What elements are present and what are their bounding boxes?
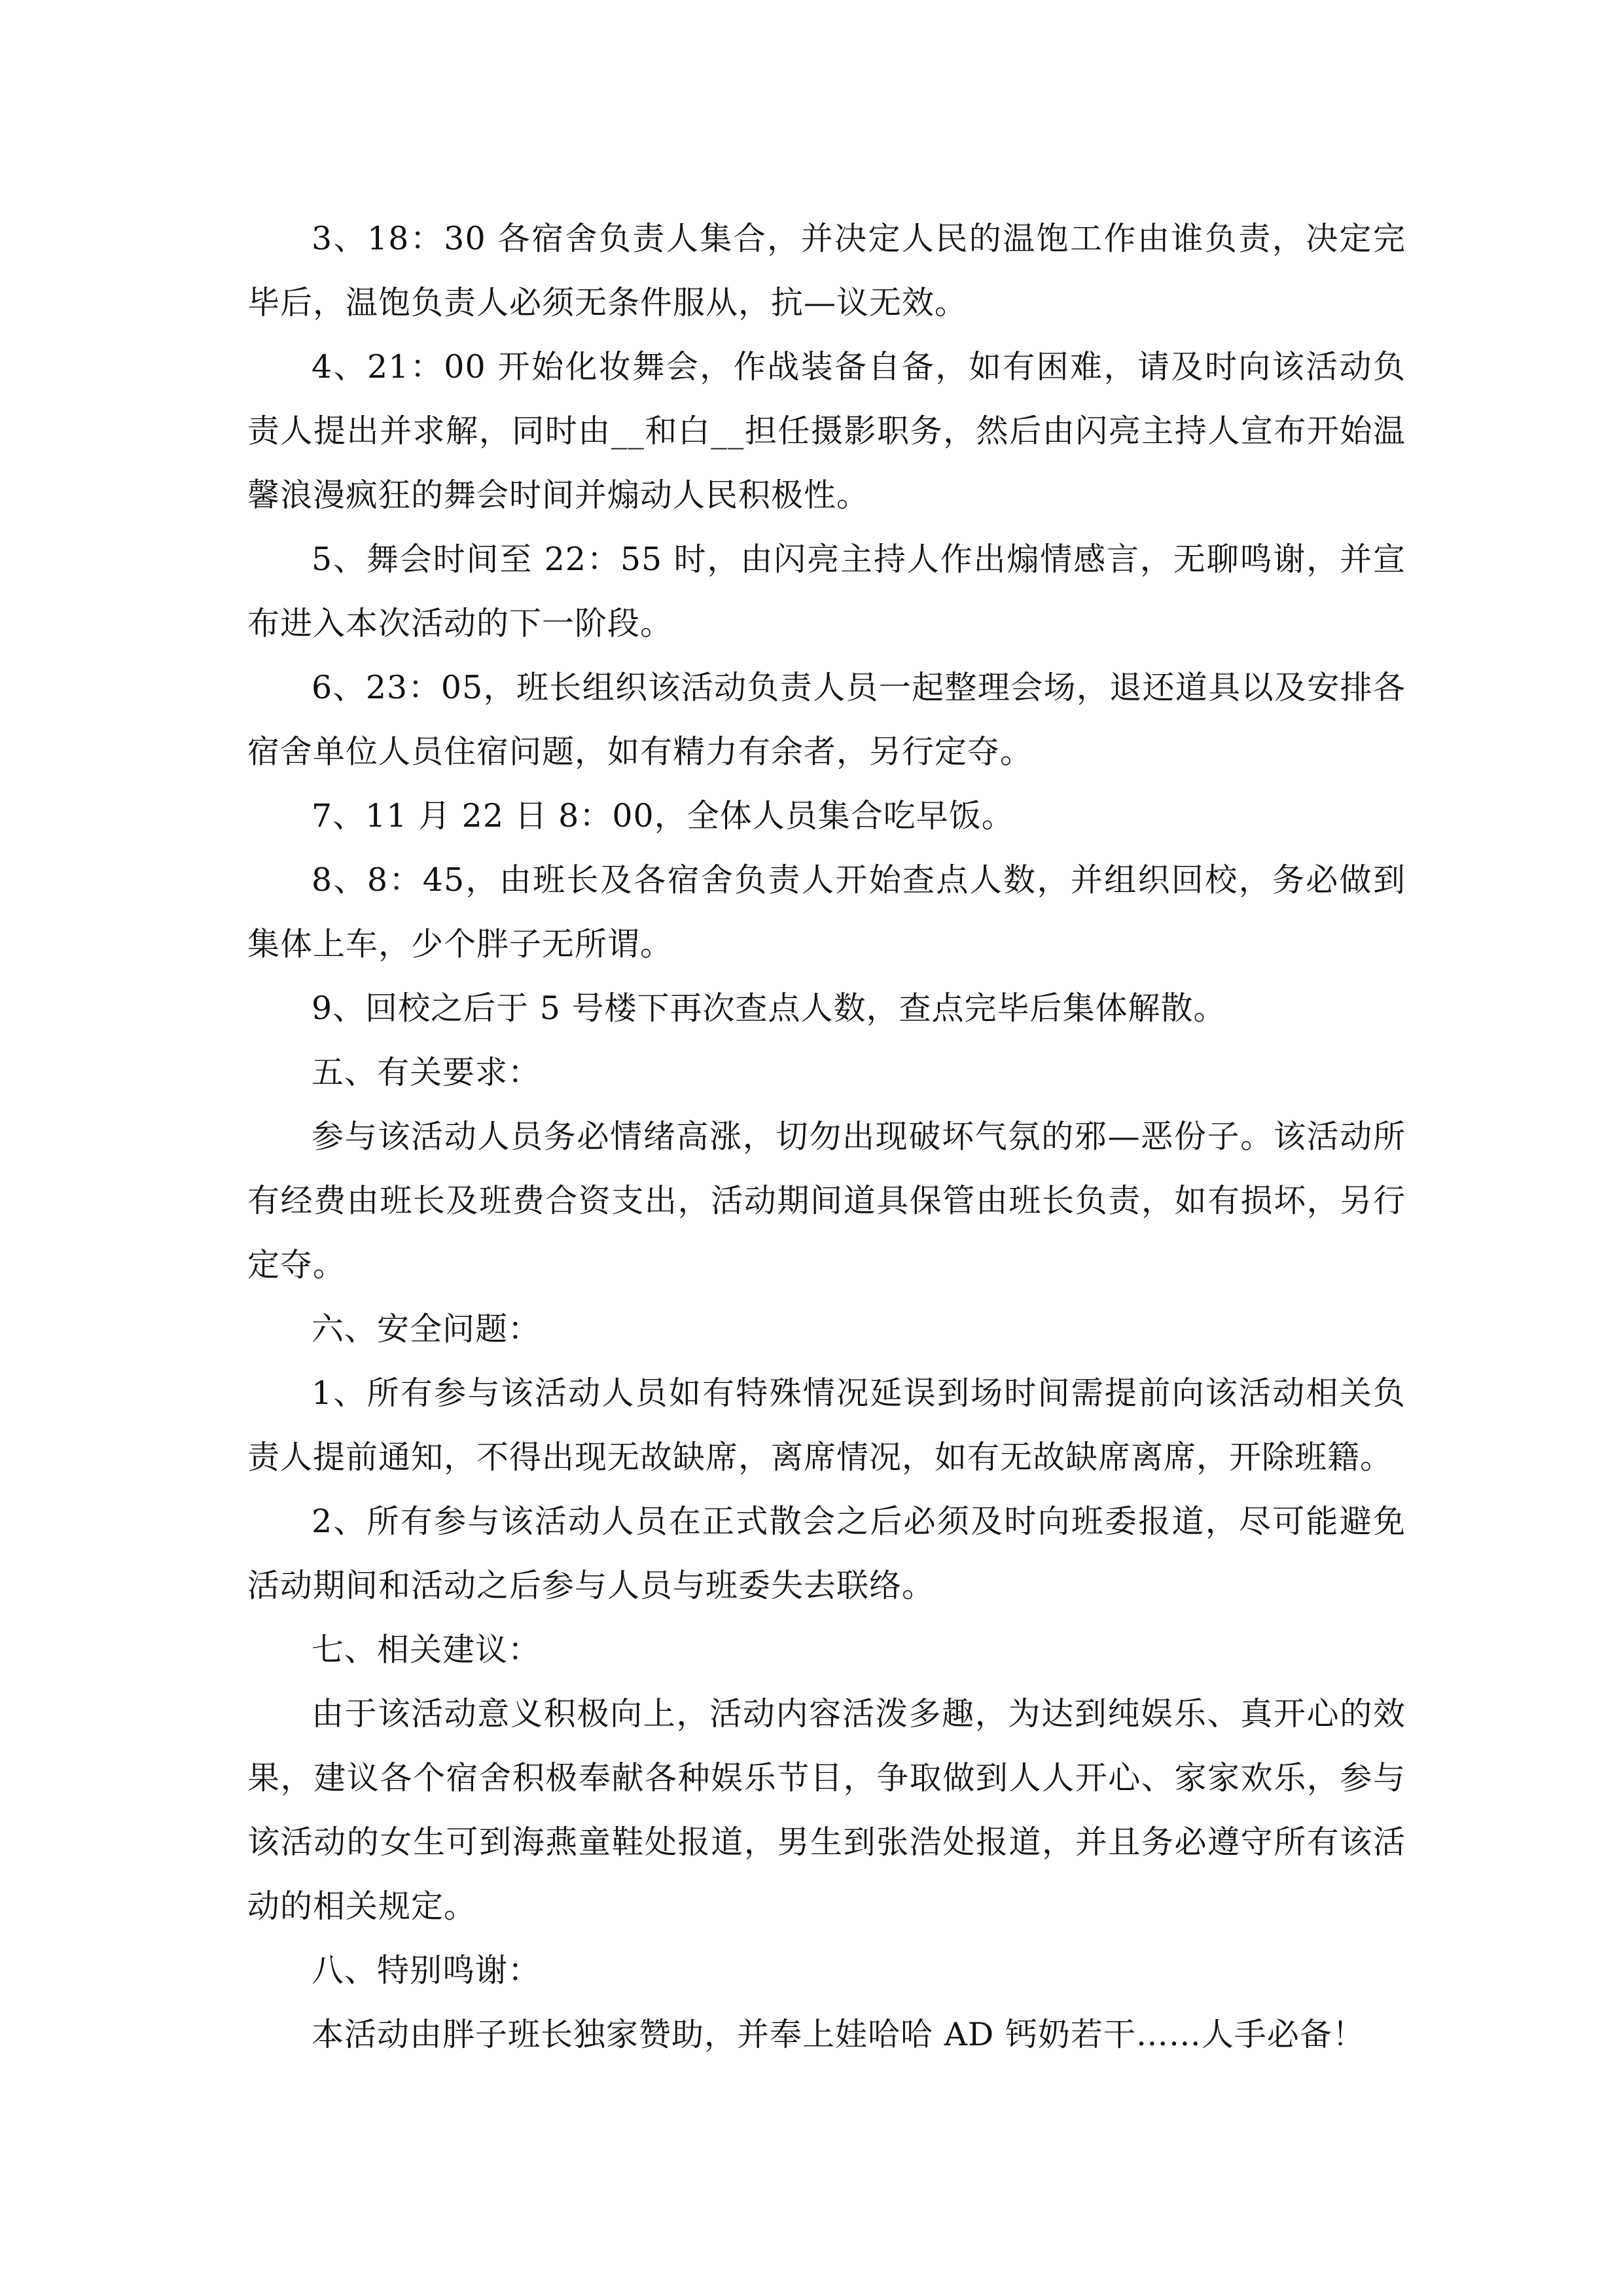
paragraph-item-9-dismissal: 9、回校之后于 5 号楼下再次查点人数，查点完毕后集体解散。 bbox=[312, 990, 1226, 1027]
acknowledgements-text: 本活动由胖子班长独家赞助，并奉上娃哈哈 AD 钙奶若干……人手必备！ bbox=[312, 2016, 1365, 2053]
suggestions-text: 由于该活动意义积极向上，活动内容活泼多趣，为达到纯娱乐、真开心的效果，建议各个宿舍积极奉献各种娱乐节目，争取做到人人开心、家家欢乐，参与该活动的女生可到海燕童鞋处报道，男生到张浩处报道，并且务必遵守所有该活动的相关规定。 bbox=[247, 1695, 1406, 1925]
paragraph-item-5-dance-end: 5、舞会时间至 22：55 时，由闪亮主持人作出煽情感言，无聊鸣谢，并宣布进入本次活动的下一阶段。 bbox=[247, 541, 1406, 642]
paragraph-item-4-costume-dance: 4、21：00 开始化妆舞会，作战装备自备，如有困难，请及时向该活动负责人提出并求解，同时由__和白__担任摄影职务，然后由闪亮主持人宣布开始温馨浪漫疯狂的舞会时间并煽动人民积极性。 bbox=[247, 348, 1406, 514]
paragraph-item-8-roll-call: 8、8：45，由班长及各宿舍负责人开始查点人数，并组织回校，务必做到集体上车，少个胖子无所谓。 bbox=[247, 861, 1406, 963]
document-body bbox=[247, 207, 1406, 2067]
safety-item-2: 2、所有参与该活动人员在正式散会之后必须及时向班委报道，尽可能避免活动期间和活动之后参与人员与班委失去联络。 bbox=[247, 1503, 1406, 1604]
section-heading-safety: 六、安全问题： bbox=[312, 1310, 541, 1348]
safety-item-1: 1、所有参与该活动人员如有特殊情况延误到场时间需提前向该活动相关负责人提前通知，不得出现无故缺席，离席情况，如有无故缺席离席，开除班籍。 bbox=[247, 1374, 1406, 1476]
section-heading-requirements: 五、有关要求： bbox=[312, 1054, 541, 1091]
paragraph-item-3-dorm-gathering: 3、18：30 各宿舍负责人集合，并决定人民的温饱工作由谁负责，决定完毕后，温饱负责人必须无条件服从，抗—议无效。 bbox=[247, 220, 1406, 321]
section-heading-acknowledgements: 八、特别鸣谢： bbox=[312, 1952, 541, 1989]
requirements-text: 参与该活动人员务必情绪高涨，切勿出现破坏气氛的邪—恶份子。该活动所有经费由班长及班费合资支出，活动期间道具保管由班长负责，如有损坏，另行定夺。 bbox=[247, 1118, 1406, 1283]
section-heading-suggestions: 七、相关建议： bbox=[312, 1631, 541, 1668]
paragraph-item-7-breakfast: 7、11 月 22 日 8：00，全体人员集合吃早饭。 bbox=[312, 797, 1014, 834]
paragraph-item-6-cleanup: 6、23：05，班长组织该活动负责人员一起整理会场，退还道具以及安排各宿舍单位人员住宿问题，如有精力有余者，另行定夺。 bbox=[247, 669, 1406, 770]
